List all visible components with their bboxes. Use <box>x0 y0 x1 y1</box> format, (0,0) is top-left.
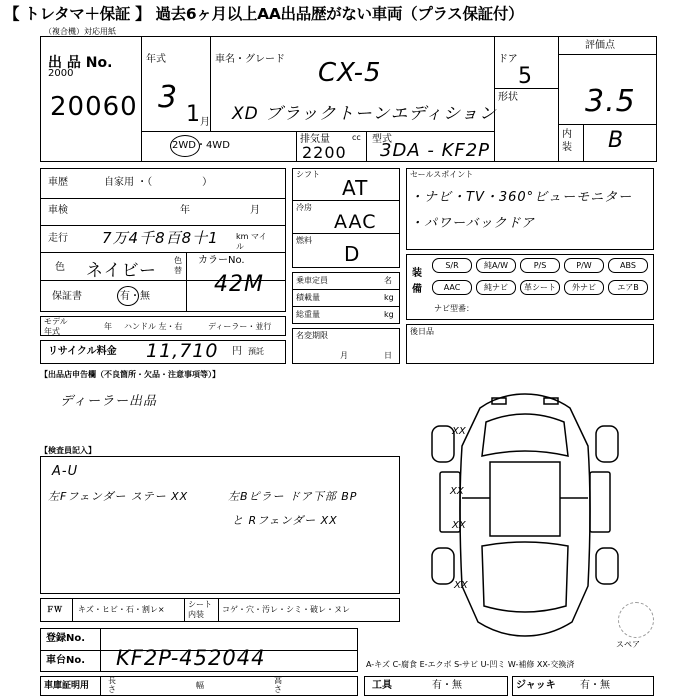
color-code-label: カラーNo. <box>198 255 245 266</box>
equipment-label: 装備 <box>412 268 422 295</box>
year-label: 年式 <box>146 54 166 65</box>
interior-value: B <box>608 128 625 153</box>
recycle-value: 11,710 <box>146 340 219 362</box>
sheet-title: 【 トレタマ＋保証 】 過去6ヶ月以上AA出品歴がない車両（プラス保証付） <box>4 5 524 23</box>
tools-value: 有・無 <box>432 680 462 691</box>
model-name: CX-5 <box>318 58 382 88</box>
history-label: 車歴 <box>48 177 68 188</box>
seat-label: シート内装 <box>188 600 212 619</box>
inspector-line-4: と Rフェンダー XX <box>232 514 338 527</box>
navi-type-label: ナビ型番： <box>434 304 474 313</box>
report-text: ディーラー出品 <box>60 394 157 409</box>
lot-label: 出 品 No. <box>48 55 113 71</box>
equip-airbag: エアB <box>608 280 648 295</box>
jack-value: 有・無 <box>580 680 610 691</box>
inspection-year: 年 <box>180 205 190 216</box>
recycle-label: リサイクル料金 <box>48 346 117 357</box>
year-value: 3 <box>158 80 179 115</box>
sales-point-line-2: ・パワーバックドア <box>410 216 535 231</box>
equip-sr: S/R <box>432 258 472 273</box>
spare-label: スペア <box>616 640 640 649</box>
jack-label: ジャッキ <box>516 680 556 691</box>
mileage-value: 7万4千8百8十1 <box>102 229 219 247</box>
equip-ext-navi: 外ナビ <box>564 280 604 295</box>
inspector-line-3: 左Bピラー ドア下部 BP <box>228 490 358 503</box>
shift-label: シフト <box>296 170 320 179</box>
gross-label: 総重量 <box>296 310 320 319</box>
fw-value: キズ・ヒビ・石・割レ× <box>78 605 165 614</box>
color-value: ネイビー <box>86 261 157 281</box>
recycle-note: 預託 <box>248 347 264 356</box>
equip-navi: 純ナビ <box>476 280 516 295</box>
model-year-year: 年 <box>104 322 112 331</box>
recycle-unit: 円 <box>232 346 242 357</box>
warranty-value: 有・無 <box>120 291 150 302</box>
displacement-unit: cc <box>352 133 361 142</box>
handle-value: ハンドル 左・右 <box>124 322 183 331</box>
model-grade: XD ブラックトーンエディション <box>232 104 497 124</box>
height-label: 高さ <box>274 676 282 694</box>
color-label: 色 <box>55 262 65 273</box>
interior-label: 内装 <box>562 129 572 153</box>
color-change: 色替 <box>174 256 182 275</box>
shape-label: 形状 <box>498 92 518 103</box>
history-value: 自家用 ・（ ） <box>104 177 213 188</box>
type-label: 型式 <box>372 134 392 145</box>
length-label: 長さ <box>108 676 116 694</box>
score-value: 3.5 <box>585 84 636 119</box>
warranty-label: 保証書 <box>52 291 82 302</box>
equip-abs: ABS <box>608 258 648 273</box>
inspector-label: 【検査員記入】 <box>40 446 96 455</box>
lot-number: 20060 <box>50 92 138 122</box>
score-label: 評価点 <box>585 40 615 51</box>
shift-value: AT <box>342 176 369 200</box>
fw-label: ＦＷ <box>46 605 62 614</box>
change-date-month: 月 <box>340 351 348 360</box>
capacity-label: 乗車定員 <box>296 276 328 285</box>
sales-point-line-1: ・ナビ・TV・360°ビューモニター <box>410 190 633 205</box>
mileage-unit: km マイル <box>236 232 267 251</box>
chassis-label: 車台No. <box>46 655 86 666</box>
capacity-unit: 名 <box>384 276 392 285</box>
seat-value: コゲ・穴・汚レ・シミ・破レ・ヌレ <box>222 605 350 614</box>
post-install-box <box>406 324 654 364</box>
warranty-circle <box>117 286 139 306</box>
year-month: 1 <box>186 102 201 127</box>
load-label: 積載量 <box>296 293 320 302</box>
lot-small: 2000 <box>48 68 74 79</box>
report-label: 【出品店申告欄（不良箇所・欠品・注意事項等）】 <box>40 370 220 379</box>
inspection-month: 月 <box>250 205 260 216</box>
width-label: 幅 <box>196 681 204 690</box>
inspector-box <box>40 456 400 594</box>
damage-mark-3: XX <box>452 520 466 531</box>
model-year-label: モデル年式 <box>44 317 68 336</box>
tools-label: 工具 <box>372 680 392 691</box>
doors-label: ドア <box>498 54 518 65</box>
equip-leather: 革シート <box>520 280 560 295</box>
damage-mark-1: XX <box>452 426 466 437</box>
equip-ps: P/S <box>520 258 560 273</box>
equip-pw: P/W <box>564 258 604 273</box>
inspection-label: 車検 <box>48 205 68 216</box>
change-date-day: 日 <box>384 351 392 360</box>
model-label: 車名・グレード <box>215 54 285 65</box>
equip-aac: AAC <box>432 280 472 295</box>
sales-point-label: セールスポイント <box>410 170 474 179</box>
registration-label: 登録No. <box>46 633 86 644</box>
sales-point-box <box>406 168 654 250</box>
inspector-line-1: A-U <box>52 464 79 479</box>
type-value: 3DA - KF2P <box>380 140 491 161</box>
fuel-value: D <box>344 242 361 266</box>
doors-value: 5 <box>518 64 533 89</box>
color-code: 42M <box>214 272 264 297</box>
inspector-line-2: 左Fフェンダー ステー XX <box>48 490 189 503</box>
cert-label: 車庫証明用 <box>44 681 90 691</box>
drive-label: 2WD・4WD <box>172 140 230 151</box>
displacement-value: 2200 <box>302 143 347 162</box>
damage-mark-2: XX <box>450 486 464 497</box>
load-unit: kg <box>384 293 394 302</box>
equip-alloy: 純A/W <box>476 258 516 273</box>
gross-unit: kg <box>384 310 394 319</box>
fuel-label: 燃料 <box>296 236 312 245</box>
year-month-unit: 月 <box>200 117 210 128</box>
spare-tire-icon <box>618 602 654 638</box>
sheet-subtitle: （複合機）対応用紙 <box>44 27 116 36</box>
damage-legend: A-キズ C-腐食 E-エクボ S-サビ U-凹ミ W-補修 XX-交換済 <box>366 660 575 669</box>
aircon-value: AAC <box>334 211 377 233</box>
damage-mark-4: XX <box>454 580 468 591</box>
mileage-label: 走行 <box>48 233 68 244</box>
dealer-value: ディーラー・並行 <box>208 322 272 331</box>
post-install-label: 後日品 <box>410 327 434 336</box>
chassis-value: KF2P-452044 <box>116 646 266 670</box>
displacement-label: 排気量 <box>300 134 330 145</box>
change-date-label: 名変期限 <box>296 331 328 340</box>
aircon-label: 冷房 <box>296 203 312 212</box>
